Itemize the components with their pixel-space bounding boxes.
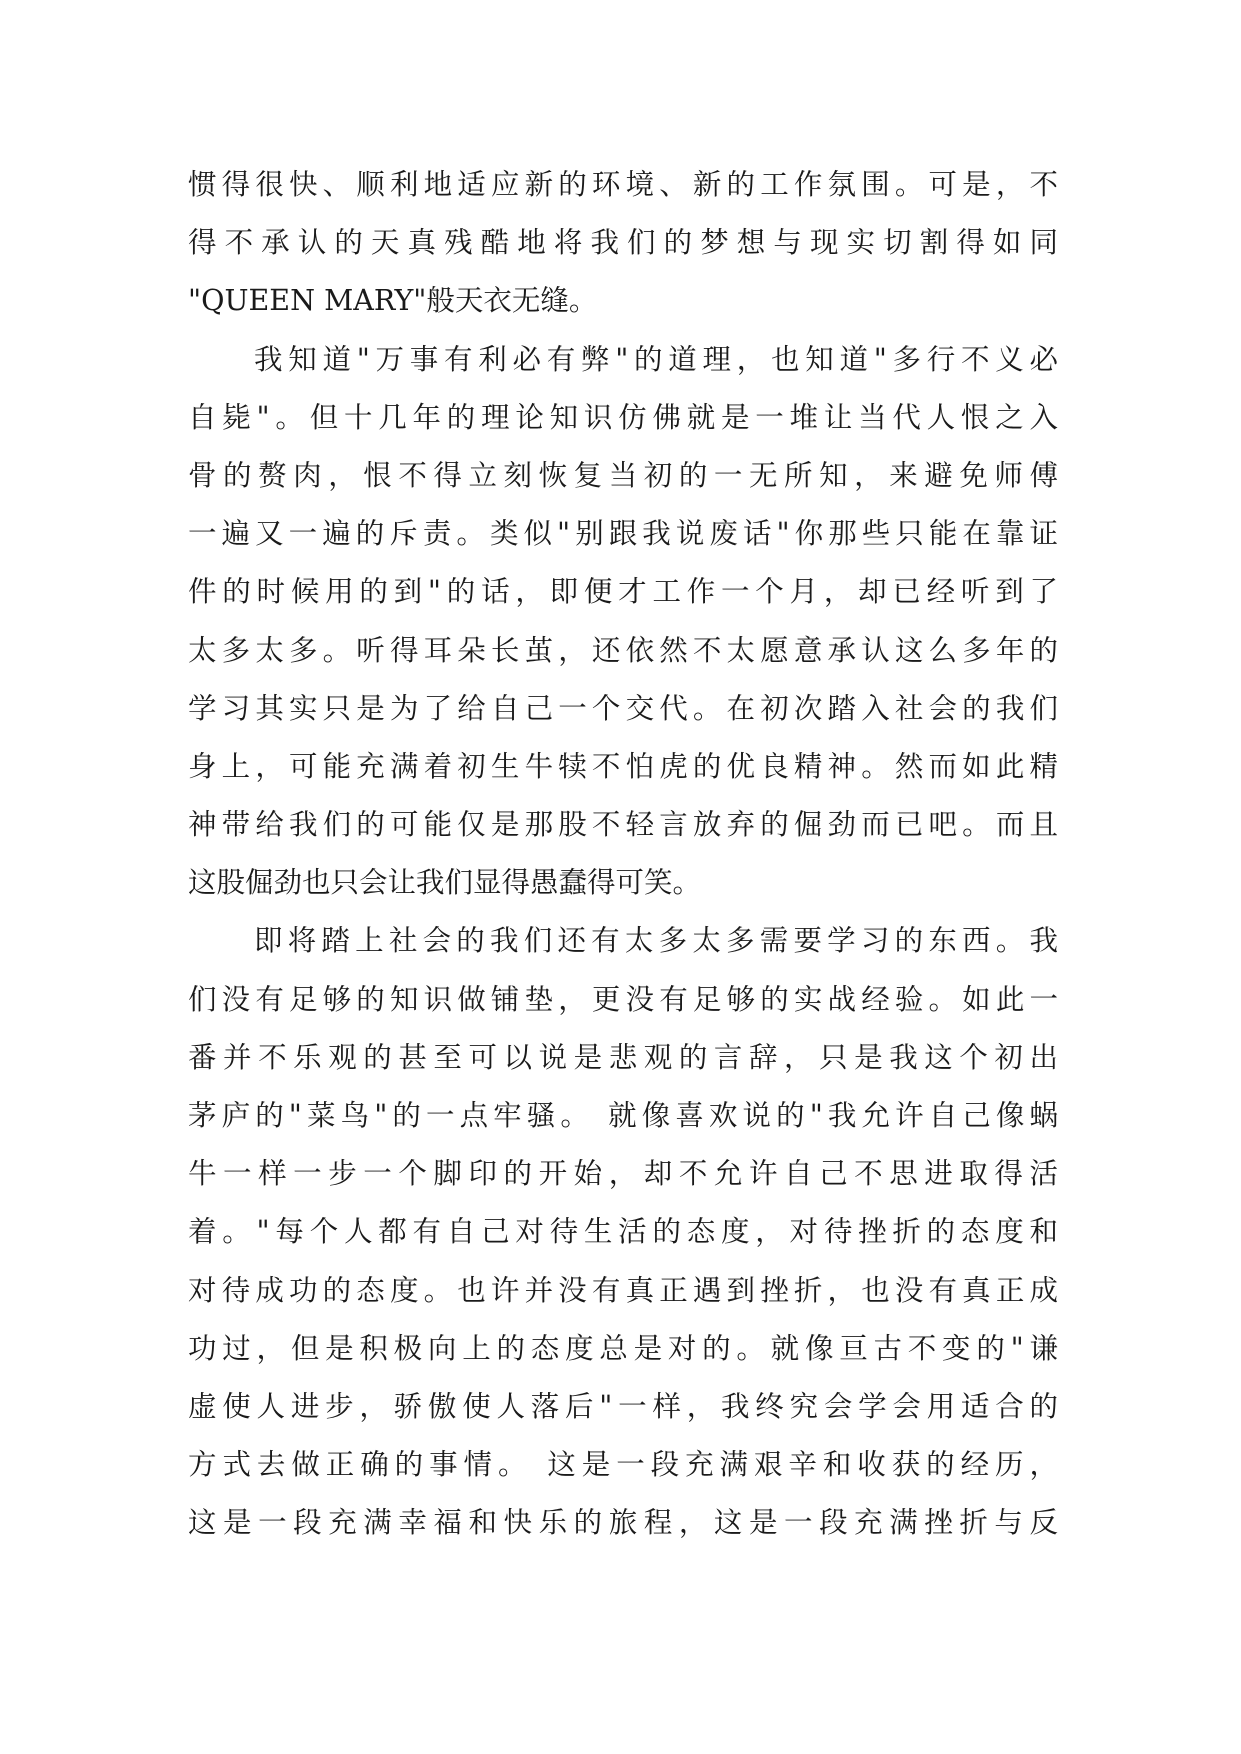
- text-line: 牛一样一步一个脚印的开始，却不允许自己不思进取得活: [188, 1157, 1058, 1191]
- text-line: 自毙"。但十几年的理论知识仿佛就是一堆让当代人恨之入: [188, 400, 1058, 434]
- text-line: 这股倔劲也只会让我们显得愚蠢得可笑。: [188, 866, 702, 900]
- text-line: 功过，但是积极向上的态度总是对的。就像亘古不变的"谦: [188, 1331, 1058, 1365]
- text-line: 虚使人进步，骄傲使人落后"一样，我终究会学会用适合的: [188, 1389, 1058, 1423]
- text-line: 学习其实只是为了给自己一个交代。在初次踏入社会的我们: [188, 691, 1058, 725]
- text-line: 番并不乐观的甚至可以说是悲观的言辞，只是我这个初出: [188, 1040, 1058, 1074]
- text-line: 一遍又一遍的斥责。类似"别跟我说废话"你那些只能在靠证: [188, 517, 1058, 551]
- text-line: 们没有足够的知识做铺垫，更没有足够的实战经验。如此一: [188, 982, 1058, 1016]
- text-line: 茅庐的"菜鸟"的一点牢骚。 就像喜欢说的"我允许自己像蜗: [188, 1099, 1058, 1132]
- text-line: 身上，可能充满着初生牛犊不怕虎的优良精神。然而如此精: [188, 749, 1058, 783]
- text-line: "QUEEN MARY"般天衣无缝。: [188, 284, 598, 318]
- text-line: 对待成功的态度。也许并没有真正遇到挫折，也没有真正成: [188, 1273, 1058, 1307]
- text-line: 惯得很快、顺利地适应新的环境、新的工作氛围。可是，不: [188, 168, 1058, 201]
- text-line: 得不承认的天真残酷地将我们的梦想与现实切割得如同: [188, 226, 1058, 260]
- text-line: 神带给我们的可能仅是那股不轻言放弃的倔劲而已吧。而且: [188, 808, 1058, 842]
- text-line: 即将踏上社会的我们还有太多太多需要学习的东西。我: [254, 924, 1058, 958]
- text-line: 我知道"万事有利必有弊"的道理，也知道"多行不义必: [254, 342, 1058, 376]
- body-text: [188, 156, 1058, 1553]
- text-line: 着。"每个人都有自己对待生活的态度，对待挫折的态度和: [188, 1215, 1058, 1249]
- text-line: 太多太多。听得耳朵长茧，还依然不太愿意承认这么多年的: [188, 633, 1058, 667]
- text-line: 这是一段充满幸福和快乐的旅程，这是一段充满挫折与反: [188, 1506, 1058, 1540]
- text-line: 方式去做正确的事情。 这是一段充满艰辛和收获的经历，: [188, 1448, 1058, 1482]
- text-line: 件的时候用的到"的话，即便才工作一个月，却已经听到了: [188, 575, 1058, 609]
- text-line: 骨的赘肉，恨不得立刻恢复当初的一无所知，来避免师傅: [188, 458, 1058, 492]
